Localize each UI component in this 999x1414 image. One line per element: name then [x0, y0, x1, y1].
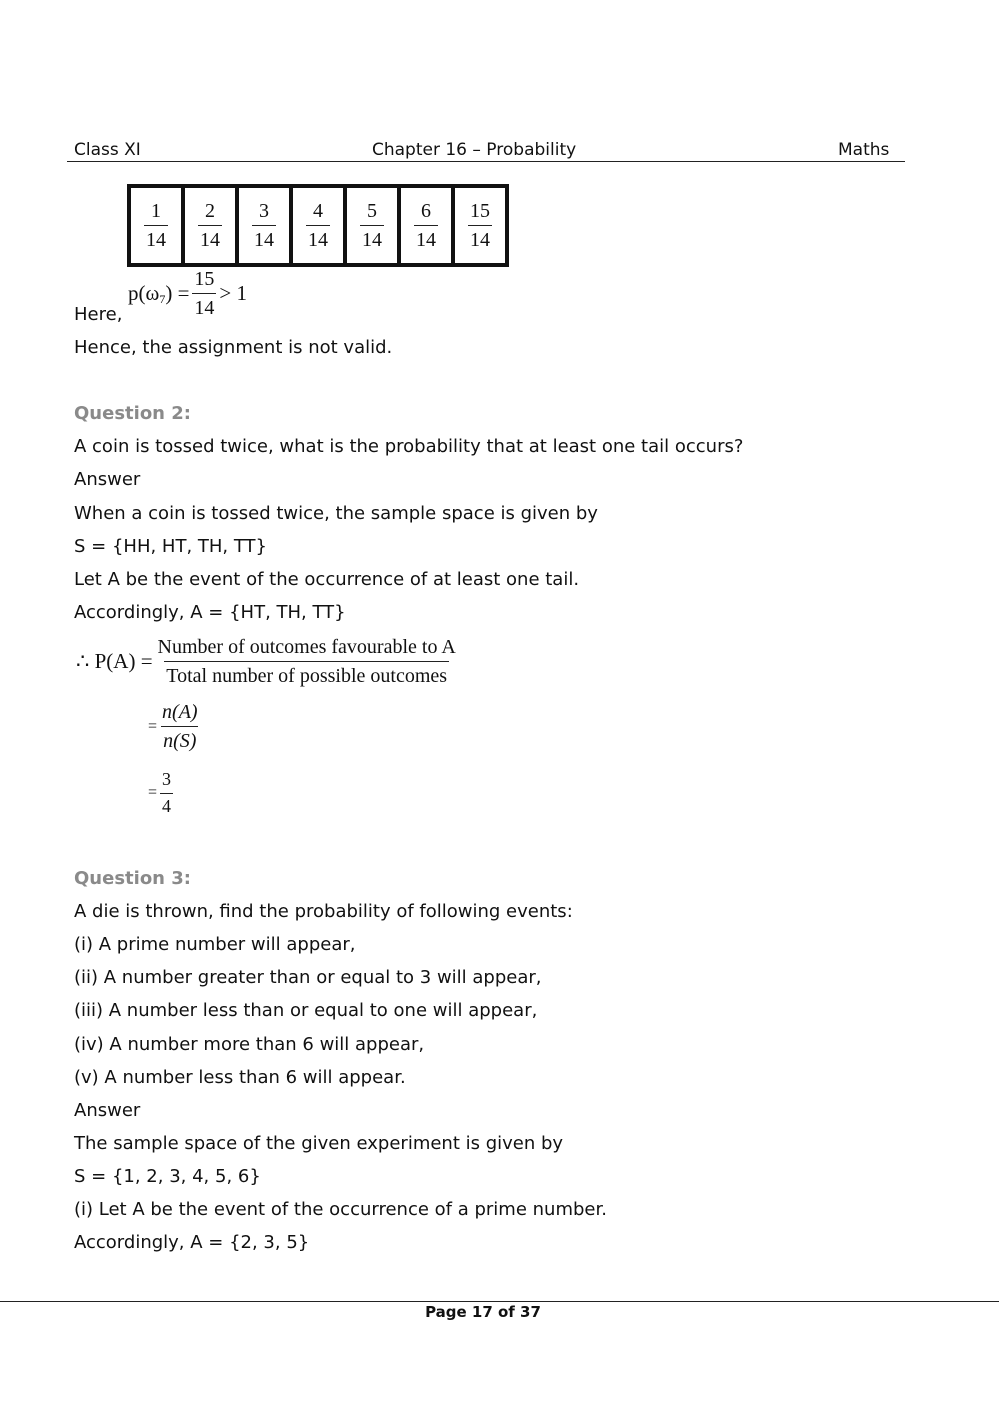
- question-3-heading: Question 3:: [74, 868, 191, 889]
- table-cell: [291, 186, 345, 265]
- table-cell: [237, 186, 291, 265]
- probability-formula-step1: [76, 636, 458, 687]
- header-rule: [67, 161, 905, 162]
- list-item: (iv) A number more than 6 will appear,: [74, 1034, 425, 1055]
- here-label: Here,: [74, 304, 123, 325]
- table-cell: [345, 186, 399, 265]
- page-number: Page 17 of 37: [425, 1303, 541, 1321]
- formula-lhs-close: ) =: [165, 281, 190, 305]
- formula-lhs: ∴ P(A) =: [76, 649, 153, 673]
- cell-numerator: 1: [151, 200, 161, 222]
- equals-sign: =: [148, 784, 158, 802]
- table-cell: [129, 186, 183, 265]
- cell-numerator: 2: [205, 200, 215, 222]
- cell-denominator: 14: [252, 225, 276, 251]
- answer-line: When a coin is tossed twice, the sample space is given by: [74, 503, 598, 524]
- answer-line: Let A be the event of the occurrence of at least one tail.: [74, 569, 580, 590]
- formula-numerator: 15: [194, 268, 215, 290]
- question-2-heading: Question 2:: [74, 403, 191, 424]
- formula-denominator: 4: [160, 793, 173, 817]
- probability-table: [127, 184, 509, 267]
- header-chapter: Chapter 16 – Probability: [372, 140, 577, 160]
- cell-numerator: 3: [259, 200, 269, 222]
- p-omega7-formula: [128, 268, 247, 319]
- cell-denominator: 14: [414, 225, 438, 251]
- cell-numerator: 4: [313, 200, 323, 222]
- cell-denominator: 14: [198, 225, 222, 251]
- cell-denominator: 14: [468, 225, 492, 251]
- formula-denominator: n(S): [161, 726, 198, 752]
- cell-numerator: 6: [421, 200, 431, 222]
- cell-denominator: 14: [144, 225, 168, 251]
- cell-denominator: 14: [306, 225, 330, 251]
- cell-denominator: 14: [360, 225, 384, 251]
- sample-space-line: S = {HH, HT, TH, TT}: [74, 536, 267, 557]
- event-line: Accordingly, A = {HT, TH, TT}: [74, 602, 346, 623]
- formula-numerator: n(A): [162, 701, 198, 723]
- table-cell: [399, 186, 453, 265]
- equals-sign: =: [148, 717, 158, 735]
- cell-numerator: 15: [470, 200, 490, 222]
- list-item: (iii) A number less than or equal to one will appear,: [74, 1000, 538, 1021]
- list-item: (v) A number less than 6 will appear.: [74, 1067, 406, 1088]
- sample-space-line: S = {1, 2, 3, 4, 5, 6}: [74, 1166, 261, 1187]
- probability-formula-step3: [148, 770, 173, 817]
- question-2-text: A coin is tossed twice, what is the probability that at least one tail occurs?: [74, 436, 744, 457]
- list-item: (i) A prime number will appear,: [74, 934, 356, 955]
- answer-label: Answer: [74, 469, 141, 490]
- footer-rule: [0, 1301, 999, 1302]
- event-line: Accordingly, A = {2, 3, 5}: [74, 1232, 310, 1253]
- formula-numerator: Number of outcomes favourable to A: [157, 636, 456, 658]
- header-subject: Maths: [838, 140, 890, 160]
- probability-formula-step2: [148, 701, 200, 752]
- formula-lhs: p(ω: [128, 281, 160, 305]
- header-class: Class XI: [74, 140, 141, 160]
- table-cell: [453, 186, 507, 265]
- answer-line: The sample space of the given experiment is given by: [74, 1133, 564, 1154]
- conclusion-text: Hence, the assignment is not valid.: [74, 337, 393, 358]
- list-item: (ii) A number greater than or equal to 3 will appear,: [74, 967, 542, 988]
- answer-line: (i) Let A be the event of the occurrence of a prime number.: [74, 1199, 607, 1220]
- question-3-text: A die is thrown, find the probability of following events:: [74, 901, 573, 922]
- formula-denominator: Total number of possible outcomes: [164, 661, 449, 687]
- formula-numerator: 3: [162, 769, 172, 789]
- cell-numerator: 5: [367, 200, 377, 222]
- formula-rhs: > 1: [219, 281, 248, 305]
- formula-denominator: 14: [192, 293, 216, 319]
- answer-label: Answer: [74, 1100, 141, 1121]
- table-cell: [183, 186, 237, 265]
- formula-subscript: 7: [159, 292, 166, 306]
